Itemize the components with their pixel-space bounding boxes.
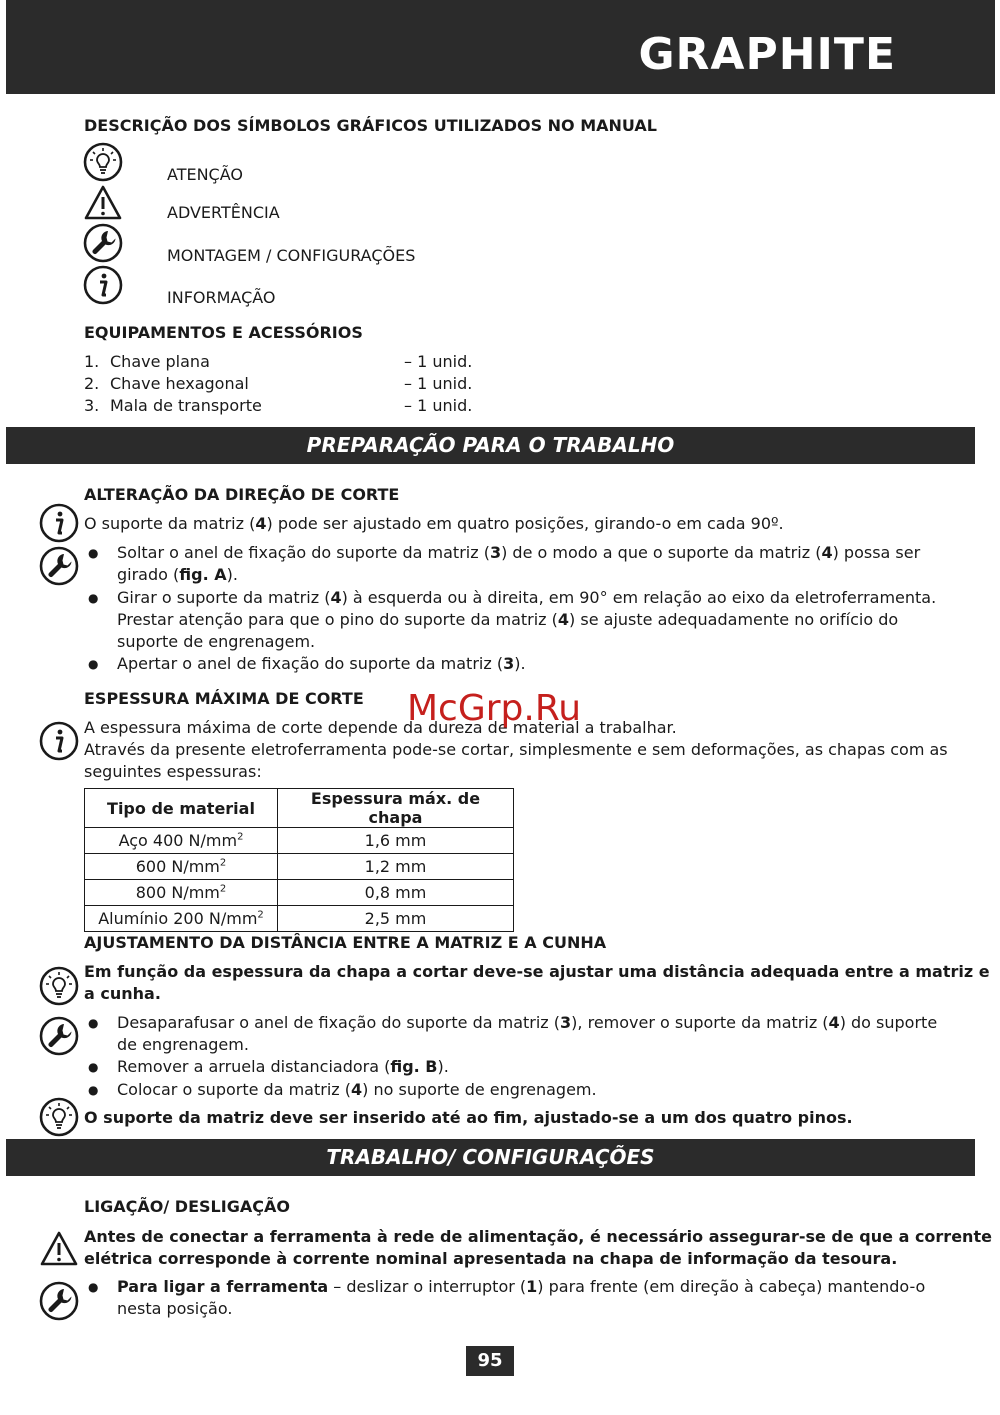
power-step-1-cont: nesta posição. [117, 1299, 233, 1318]
lightbulb-icon [39, 966, 79, 1006]
distance-attention-3: O suporte da matriz deve ser inserido até ao fim, ajustado-se a um dos quatro pinos. [84, 1108, 853, 1127]
lightbulb-icon [83, 142, 123, 182]
list-item: Chave plana [110, 352, 210, 371]
direction-step-3: Apertar o anel de fixação do suporte da matriz (3). [117, 654, 526, 673]
direction-step-1: Soltar o anel de fixação do suporte da matriz (3) de o modo a que o suporte da matriz (4) possa ser [117, 543, 921, 562]
section-banner-preparation [6, 427, 975, 464]
table-row [85, 906, 514, 932]
list-item-qty: – 1 unid. [404, 396, 473, 415]
bullet-icon: ● [88, 591, 99, 605]
bullet-icon: ● [88, 1060, 99, 1074]
symbols-title: DESCRIÇÃO DOS SÍMBOLOS GRÁFICOS UTILIZADOS NO MANUAL [84, 116, 657, 135]
list-item-num: 1. [84, 352, 100, 371]
list-item: Chave hexagonal [110, 374, 249, 393]
table-cell: 2,5 mm [278, 906, 514, 932]
table-header: Espessura máx. de chapa [278, 789, 514, 828]
power-title: LIGAÇÃO/ DESLIGAÇÃO [84, 1197, 290, 1216]
list-item-qty: – 1 unid. [404, 352, 473, 371]
brand-logo: GRAPHITE [638, 29, 896, 80]
section-title: PREPARAÇÃO PARA O TRABALHO [306, 433, 675, 457]
table-header: Tipo de material [85, 789, 278, 828]
bullet-icon: ● [88, 1280, 99, 1294]
bullet-icon: ● [88, 1083, 99, 1097]
table-cell: 800 $N/mm^2$ [85, 880, 278, 906]
section-banner-work [6, 1139, 975, 1176]
thickness-title: ESPESSURA MÁXIMA DE CORTE [84, 689, 364, 708]
table-cell: 600 $N/mm^2$ [85, 854, 278, 880]
table-cell: 0,8 mm [278, 880, 514, 906]
symbol-label-info: INFORMAÇÃO [167, 288, 276, 307]
list-item-num: 3. [84, 396, 100, 415]
power-warning-1: Antes de conectar a ferramenta à rede de alimentação, é necessário assegurar-se de que a corrente [84, 1227, 992, 1246]
bullet-icon: ● [88, 1016, 99, 1030]
watermark: McGrp.Ru [407, 688, 582, 729]
list-item-num: 2. [84, 374, 100, 393]
wrench-icon [83, 223, 123, 263]
table-row [85, 880, 514, 906]
distance-attention-2: a cunha. [84, 984, 161, 1003]
wrench-icon [39, 1281, 79, 1321]
info-icon [39, 503, 79, 543]
symbol-label-assembly: MONTAGEM / CONFIGURAÇÕES [167, 246, 416, 265]
section-title: TRABALHO/ CONFIGURAÇÕES [326, 1145, 655, 1169]
list-item: Mala de transporte [110, 396, 262, 415]
equipment-title: EQUIPAMENTOS E ACESSÓRIOS [84, 323, 363, 342]
table-cell: Aço 400 $N/mm^2$ [85, 828, 278, 854]
thickness-line-3: seguintes espessuras: [84, 762, 262, 781]
bullet-icon: ● [88, 546, 99, 560]
table-row [85, 828, 514, 854]
thickness-line-1: A espessura máxima de corte depende da dureza de material a trabalhar. [84, 718, 677, 737]
page-number: 95 [466, 1346, 514, 1376]
direction-step-1-cont: girado (fig. A). [117, 565, 238, 584]
direction-info: O suporte da matriz (4) pode ser ajustado em quatro posições, girando-o em cada 90º. [84, 514, 784, 533]
distance-step-3: Colocar o suporte da matriz (4) no suporte de engrenagem. [117, 1080, 597, 1099]
table-row [85, 854, 514, 880]
table-cell: 1,2 mm [278, 854, 514, 880]
direction-step-2-cont: Prestar atenção para que o pino do suporte da matriz (4) se ajuste adequadamente no orifício do [117, 610, 899, 629]
distance-step-1-cont: de engrenagem. [117, 1035, 249, 1054]
distance-title: AJUSTAMENTO DA DISTÂNCIA ENTRE A MATRIZ E A CUNHA [84, 933, 607, 952]
table-cell: Alumínio 200 $N/mm^2$ [85, 906, 278, 932]
symbol-label-attention: ATENÇÃO [167, 165, 243, 184]
info-icon [39, 721, 79, 761]
material-table [84, 788, 514, 932]
warning-triangle-icon [39, 1229, 79, 1269]
direction-step-2-cont2: suporte de engrenagem. [117, 632, 316, 651]
bullet-icon: ● [88, 657, 99, 671]
symbol-label-warning: ADVERTÊNCIA [167, 203, 280, 222]
wrench-icon [39, 1016, 79, 1056]
direction-step-2: Girar o suporte da matriz (4) à esquerda ou à direita, em 90° em relação ao eixo da eletroferramenta. [117, 588, 937, 607]
table-cell: 1,6 mm [278, 828, 514, 854]
distance-step-1: Desaparafusar o anel de fixação do suporte da matriz (3), remover o suporte da matriz (4) do suporte [117, 1013, 938, 1032]
distance-attention-1: Em função da espessura da chapa a cortar deve-se ajustar uma distância adequada entre a matriz e [84, 962, 990, 981]
thickness-line-2: Através da presente eletroferramenta pode-se cortar, simplesmente e sem deformações, as chapas com as [84, 740, 948, 759]
warning-triangle-icon [83, 183, 123, 223]
wrench-icon [39, 546, 79, 586]
lightbulb-icon [39, 1097, 79, 1137]
power-step-1: Para ligar a ferramenta – deslizar o interruptor (1) para frente (em direção à cabeça) mantendo-o [117, 1277, 926, 1296]
direction-title: ALTERAÇÃO DA DIREÇÃO DE CORTE [84, 485, 400, 504]
list-item-qty: – 1 unid. [404, 374, 473, 393]
power-warning-2: elétrica corresponde à corrente nominal apresentada na chapa de informação da tesoura. [84, 1249, 898, 1268]
info-icon [83, 265, 123, 305]
distance-step-2: Remover a arruela distanciadora (fig. B). [117, 1057, 449, 1076]
